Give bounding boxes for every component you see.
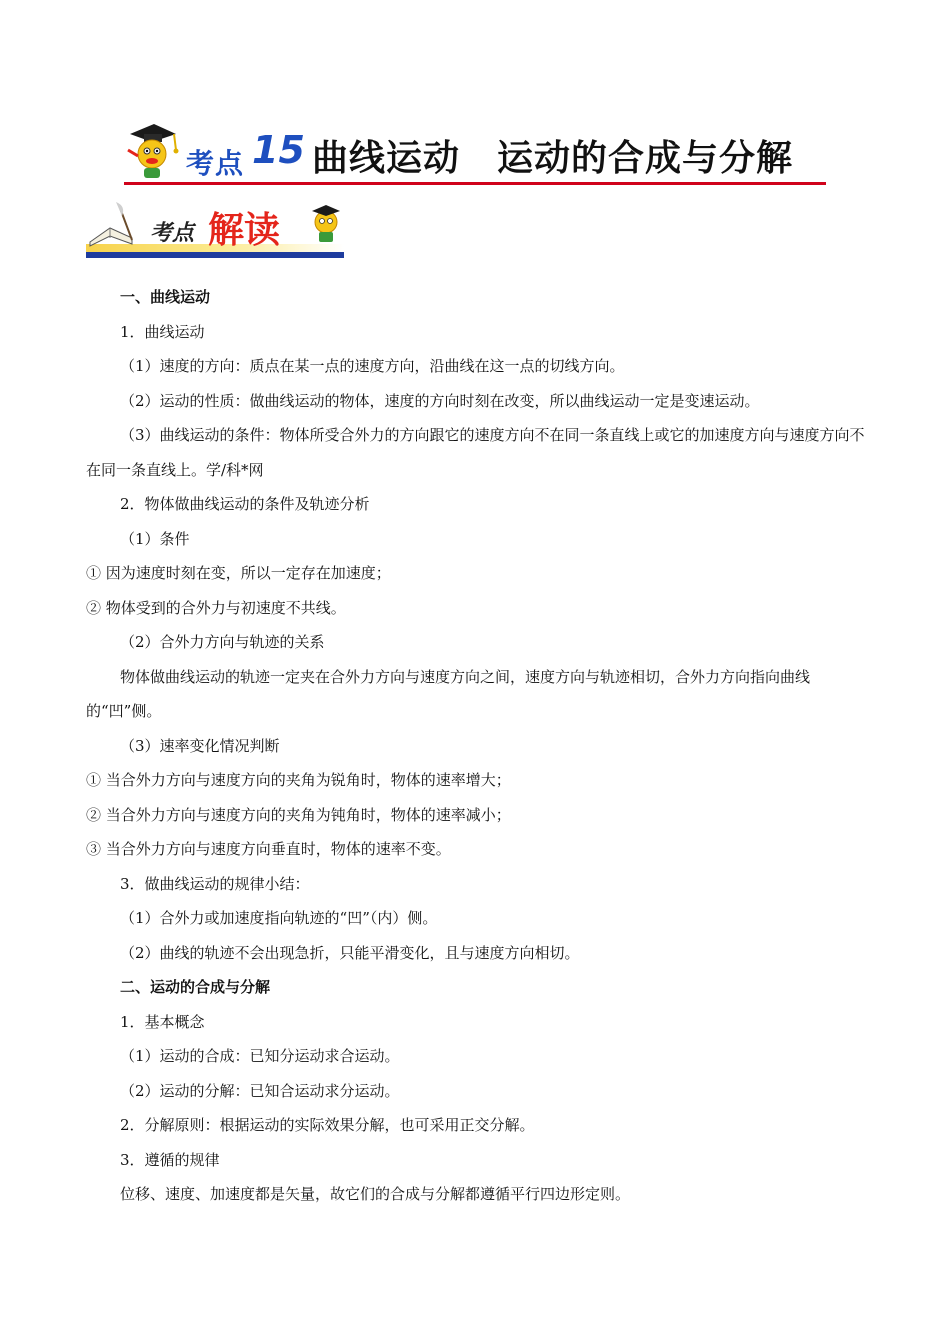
list-item: ① 因为速度时刻在变，所以一定存在加速度；	[86, 564, 391, 582]
subheading: 2．物体做曲线运动的条件及轨迹分析	[120, 495, 370, 513]
paragraph: （2）运动的分解：已知合运动求分运动。	[120, 1081, 400, 1100]
banner-word: 解读	[208, 209, 281, 251]
list-item: ② 当合外力方向与速度方向的夹角为钝角时，物体的速率减小；	[86, 805, 511, 824]
subheading: 3．遵循的规律	[120, 1150, 220, 1169]
subheading: 1．曲线运动	[120, 322, 205, 341]
paragraph: （1）速度的方向：质点在某一点的速度方向，沿曲线在这一点的切线方向。	[120, 357, 625, 375]
document-body	[86, 280, 870, 1212]
paragraph: 位移、速度、加速度都是矢量，故它们的合成与分解都遵循平行四边形定则。	[120, 1185, 631, 1203]
banner-label: 考点	[150, 220, 195, 246]
paragraph: （2）合外力方向与轨迹的关系	[120, 633, 325, 651]
title-bar	[124, 118, 826, 185]
paragraph: （3）速率变化情况判断	[120, 736, 280, 755]
paragraph: （1）运动的合成：已知分运动求合运动。	[120, 1047, 400, 1065]
title-number: 15	[252, 128, 305, 172]
paragraph: （2）曲线的轨迹不会出现急折，只能平滑变化，且与速度方向相切。	[120, 943, 580, 962]
paragraph: （1）合外力或加速度指向轨迹的“凹”（内）侧。	[120, 909, 438, 927]
paragraph: （3）曲线运动的条件：物体所受合外力的方向跟它的速度方向不在同一条直线上或它的加速度方向与速度方向不在同一条直线上。学/科*网	[86, 426, 865, 479]
section-banner	[86, 198, 344, 260]
paragraph: （2）运动的性质：做曲线运动的物体，速度的方向时刻在改变，所以曲线运动一定是变速运动。	[120, 391, 760, 410]
mascot-icon	[124, 120, 180, 180]
title-prefix: 考点	[186, 147, 245, 180]
list-item: ② 物体受到的合外力与初速度不共线。	[86, 598, 346, 617]
section-heading: 一、曲线运动	[120, 288, 211, 306]
list-item: ③ 当合外力方向与速度方向垂直时，物体的速率不变。	[86, 840, 451, 858]
subheading: 3．做曲线运动的规律小结：	[120, 874, 310, 893]
subheading: 1．基本概念	[120, 1012, 205, 1031]
page-title: 曲线运动 运动的合成与分解	[312, 138, 794, 179]
paragraph: （1）条件	[120, 529, 190, 548]
subheading: 2．分解原则：根据运动的实际效果分解，也可采用正交分解。	[120, 1116, 535, 1134]
list-item: ① 当合外力方向与速度方向的夹角为锐角时，物体的速率增大；	[86, 771, 511, 789]
paragraph: 物体做曲线运动的轨迹一定夹在合外力方向与速度方向之间，速度方向与轨迹相切，合外力方向指向曲线的“凹”侧。	[86, 667, 811, 720]
section-heading: 二、运动的合成与分解	[120, 978, 271, 996]
